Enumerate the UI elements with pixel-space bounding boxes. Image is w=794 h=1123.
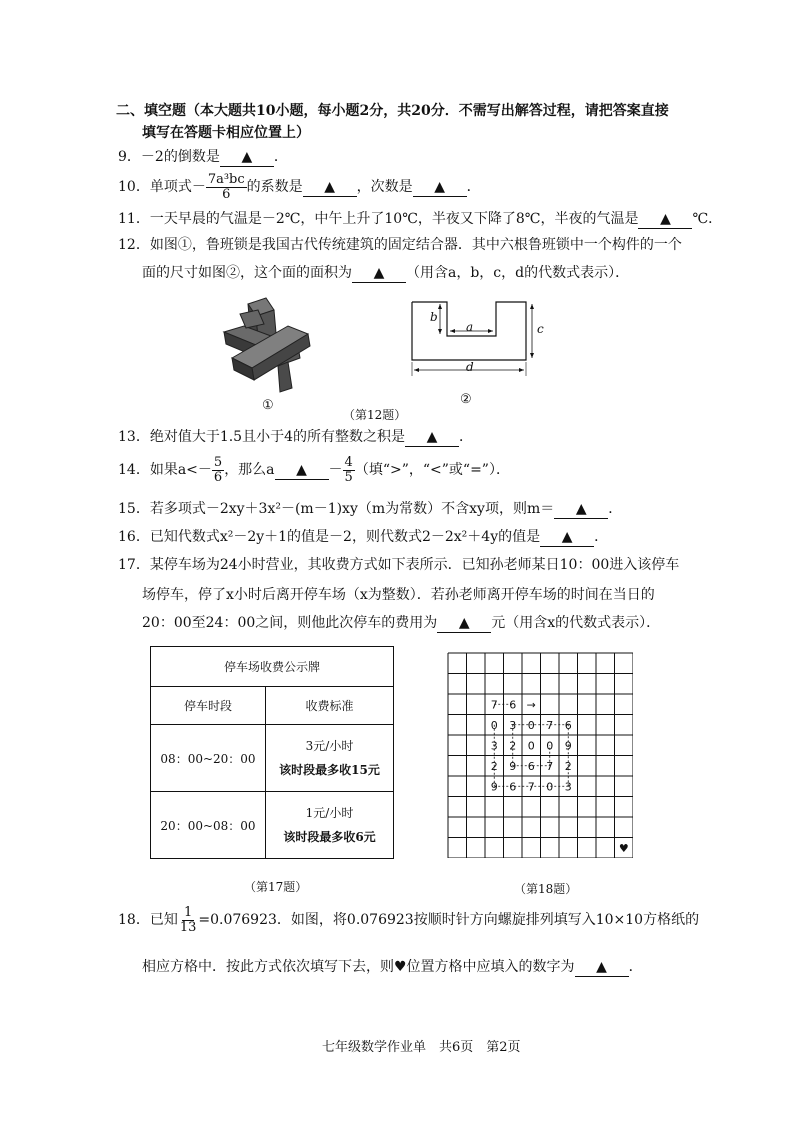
label-d: d [466,360,474,374]
fraction: $\frac{4}{5}$ [344,454,353,485]
question-10: 10．单项式－ $\frac{\text{7a³bc}}{6}$ 的系数是 ▲ ，次数是 ▲ ． [118,171,481,202]
question-14: 14．如果a<－ $\frac{5}{6}$ ，那么a ▲ － $\frac{4}{5}$ （填“>”，“<”或“=”）． [118,454,510,485]
heart-icon: ♥ [618,841,629,855]
label-c: c [537,322,544,336]
question-12-line2: 面的尺寸如图②，这个面的面积为 ▲ （用含a，b，c，d的代数式表示）． [142,265,630,281]
section-title: 二、填空题（本大题共10小题，每小题2分，共20分．不需写出解答过程，请把答案直接 [116,103,669,119]
grid-digit: 7 [527,780,535,794]
fraction: $\frac{5}{6}$ [213,454,223,485]
spiral-grid [447,652,633,858]
answer-blank: ▲ [437,614,491,633]
question-17: 17．某停车场为24小时营业，其收费方式如下表所示．已知孙老师某日10：00进入该停车 [118,557,680,573]
grid-digit: 0 [546,739,554,753]
grid-digit: 7 [546,759,554,773]
grid-digit: 6 [509,698,517,712]
grid-digit: 0 [527,739,535,753]
question-18-line2: 相应方格中．按此方式依次填写下去，则♥位置方格中应填入的数字为 ▲ ． [142,959,643,975]
fraction: $\frac{\text{7a³bc}}{6}$ [207,171,245,202]
grid-digit: 7 [546,718,554,732]
page-footer: 七年级数学作业单 共6页 第2页 [322,1040,521,1055]
grid-digit: → [526,698,536,712]
fraction: $\frac{1}{13}$ [179,904,197,935]
answer-blank: ▲ [220,148,274,167]
question-18: 18．已知 $\frac{1}{13}$ =0.076923．如图，将0.076923按顺时针方向螺旋排列填写入10×10方格纸的 [118,904,700,935]
grid-digit: 2 [490,759,498,773]
grid-digit: 2 [509,739,517,753]
answer-blank: ▲ [303,178,357,197]
table-row-period: 20：00~08：00 [151,792,266,859]
grid-digit: 6 [527,759,535,773]
face-dimension-diagram [402,294,552,384]
figure-2-label: ② [460,392,472,407]
grid-digit: 2 [564,759,572,773]
grid-digit: 0 [490,718,498,732]
table-header-period: 停车时段 [151,687,266,725]
question-17-line3: 20：00至24：00之间，则他此次停车的费用为 ▲ 元（用含x的代数式表示）． [142,615,661,631]
grid-digit: 9 [509,759,517,773]
grid-digit: 9 [564,739,572,753]
figure-1-label: ① [262,398,274,413]
grid-digit: 7 [490,698,498,712]
luban-lock-image [218,296,318,396]
grid-digit: 3 [509,718,517,732]
caption-q17: （第17题） [244,880,308,894]
question-9: 9．－2的倒数是 ▲ ． [118,149,288,165]
grid-digit: 0 [527,718,535,732]
table-row-rate: 3元/小时 该时段最多收15元 [266,725,394,792]
grid-digit: 6 [509,780,517,794]
grid-digit: 3 [564,780,572,794]
table-header-rate: 收费标准 [266,687,394,725]
caption-q18: （第18题） [514,882,578,896]
label-a: a [466,320,474,334]
answer-blank: ▲ [413,178,467,197]
answer-blank: ▲ [554,500,608,519]
table-row-rate: 1元/小时 该时段最多收6元 [266,792,394,859]
answer-blank: ▲ [540,528,594,547]
grid-digit: 0 [546,780,554,794]
question-12: 12．如图①，鲁班锁是我国古代传统建筑的固定结合器．其中六根鲁班锁中一个构件的一个 [118,237,682,253]
answer-blank: ▲ [405,428,459,447]
caption-q12: （第12题） [343,408,407,422]
question-11: 11．一天早晨的气温是－2℃，中午上升了10℃，半夜又下降了8℃，半夜的气温是 ▲ ℃． [118,211,723,227]
table-title: 停车场收费公示牌 [151,647,394,687]
parking-fee-table [150,646,394,859]
question-16: 16．已知代数式x²－2y＋1的值是－2，则代数式2－2x²＋4y的值是 ▲ ． [118,529,609,545]
grid-digit: 6 [564,718,572,732]
question-13: 13．绝对值大于1.5且小于4的所有整数之积是 ▲ ． [118,429,473,445]
table-row-period: 08：00~20：00 [151,725,266,792]
answer-blank: ▲ [275,461,329,480]
answer-blank: ▲ [638,210,692,229]
answer-blank: ▲ [352,264,406,283]
grid-digit: 3 [490,739,498,753]
grid-digit: 9 [490,780,498,794]
question-15: 15．若多项式－2xy＋3x²－(m－1)xy（m为常数）不含xy项，则m＝ ▲ ． [118,501,623,517]
section-title-line2: 填写在答题卡相应位置上） [142,125,310,141]
question-17-line2: 场停车，停了x小时后离开停车场（x为整数）．若孙老师离开停车场的时间在当日的 [142,587,655,603]
label-b: b [430,310,438,324]
answer-blank: ▲ [575,958,629,977]
